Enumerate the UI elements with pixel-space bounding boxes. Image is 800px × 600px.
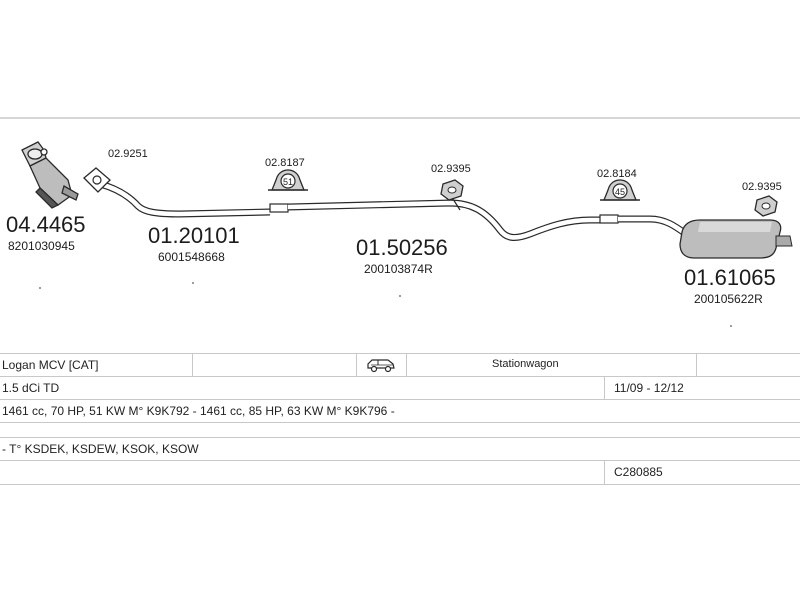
rubber-mount-icon [755,196,777,216]
engine: 1.5 dCi TD [2,381,60,395]
oem-number: 8201030945 [8,239,75,253]
accessory-code: 02.9251 [108,148,148,160]
accessory-code: 02.9395 [742,181,782,193]
engine-specs: 1461 cc, 70 HP, 51 KW M° K9K792 - 1461 cc, 85 HP, 63 KW M° K9K796 - [2,404,395,418]
marker-dot [730,325,732,327]
vehicle-model: Logan MCV [CAT] [2,358,99,372]
part-number: 01.20101 [148,223,240,248]
cell-divider [192,354,193,377]
cell-divider [406,354,407,377]
cell-divider [696,354,697,377]
cell-divider [604,377,605,400]
marker-dot [399,295,401,297]
oem-number: 200103874R [364,262,433,276]
accessory-code: 02.8184 [597,168,637,180]
table-row-engine [0,376,800,400]
body-type: Stationwagon [492,358,559,370]
years: 11/09 - 12/12 [614,381,684,395]
middle-pipe [270,199,602,237]
table-row-specs [0,399,800,423]
accessory-code: 02.9395 [431,163,471,175]
rubber-mount-icon [441,180,463,200]
cell-divider [604,461,605,484]
part-number: 01.50256 [356,235,448,260]
accessory-code: 02.8187 [265,157,305,169]
table-bottom-border [0,484,800,485]
vehicle-types: - T° KSDEK, KSDEW, KSOK, KSOW [2,442,199,456]
rear-muffler [600,215,792,258]
car-icon [366,357,396,376]
table-row-model [0,353,800,377]
part-number: 04.4465 [6,212,86,237]
catalytic-converter [22,142,78,208]
table-row-types [0,437,800,461]
cell-divider [356,354,357,377]
oem-number: 6001548668 [158,250,225,264]
clamp-size-label: 51 [282,177,294,187]
oem-number: 200105622R [694,292,763,306]
front-pipe [88,172,270,214]
catalog-code: C280885 [614,465,663,479]
marker-dot [39,287,41,289]
part-number: 01.61065 [684,265,776,290]
clamp-size-label: 45 [614,187,626,197]
table-row-catalog [0,460,800,484]
marker-dot [192,282,194,284]
